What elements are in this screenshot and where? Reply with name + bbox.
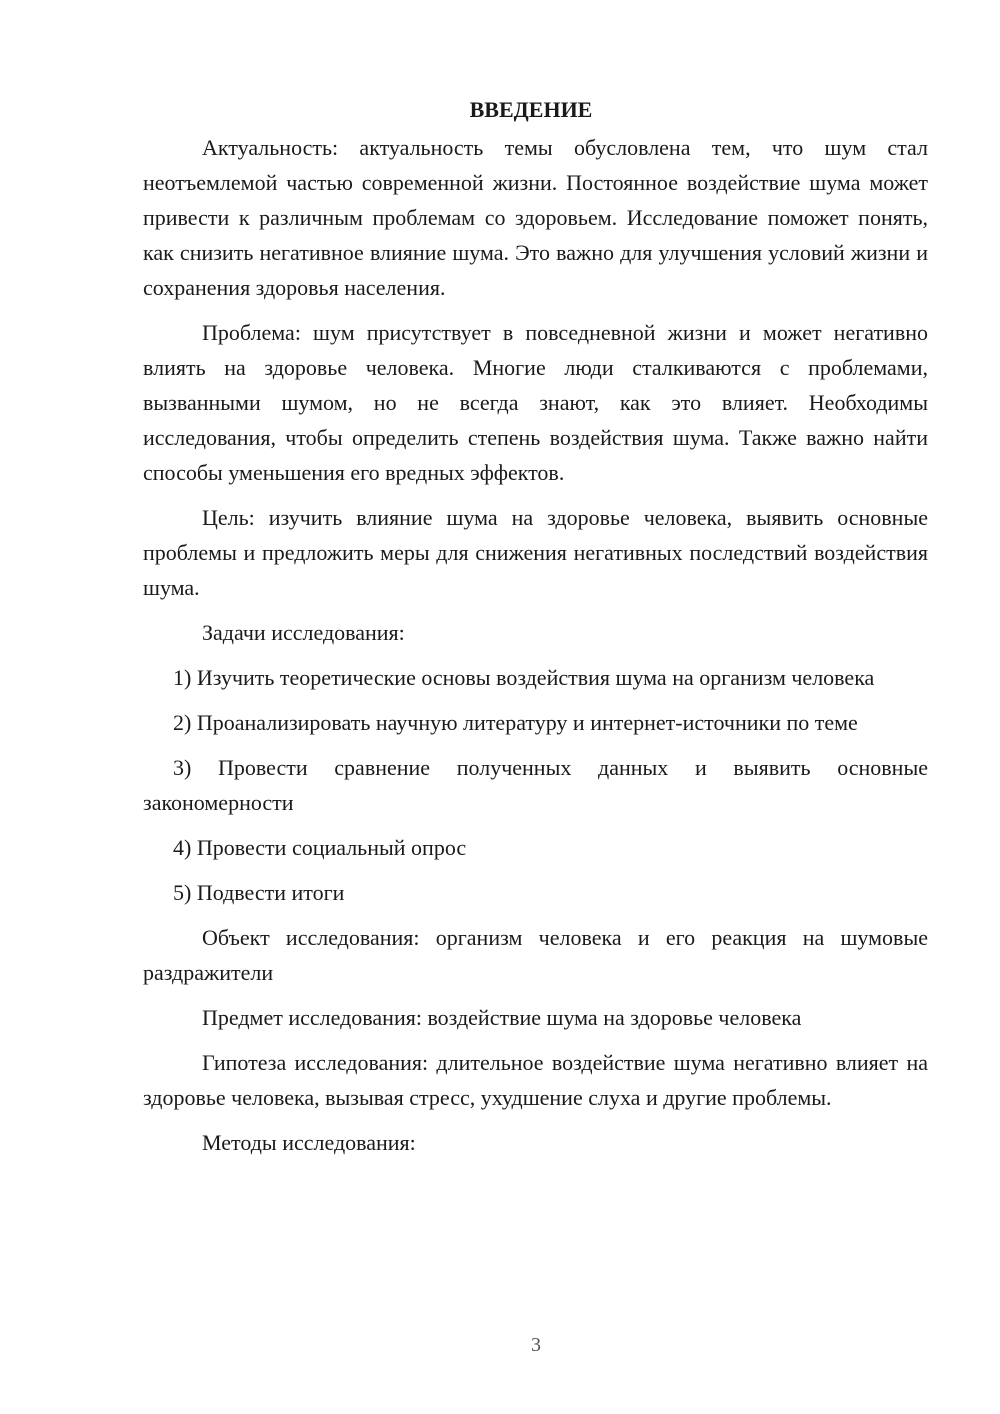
subject-paragraph: Предмет исследования: воздействие шума на здоровье человека (202, 1005, 802, 1030)
task-item-3: 3) Провести сравнение полученных данных и выявить основные закономерности (143, 755, 928, 815)
relevance-paragraph: Актуальность: актуальность темы обусловлена тем, что шум стал неотъемлемой частью современной жизни. Постоянное воздействие шума может привести к различным проблемам со здоровьем. Исследование поможет понять, как снизить негативное влияние шума. Это важно для улучшения условий жизни и сохранения здоровья населения. (143, 135, 928, 300)
object-paragraph: Объект исследования: организм человека и его реакция на шумовые раздражители (143, 925, 928, 985)
page-title: ВВЕДЕНИЕ (469, 97, 593, 122)
task-item-2: 2) Проанализировать научную литературу и интернет-источники по теме (173, 710, 858, 735)
methods-title: Методы исследования: (202, 1130, 416, 1155)
task-item-4: 4) Провести социальный опрос (173, 835, 467, 860)
tasks-title: Задачи исследования: (202, 620, 405, 645)
task-item-1: 1) Изучить теоретические основы воздействия шума на организм человека (173, 665, 875, 690)
goal-paragraph: Цель: изучить влияние шума на здоровье человека, выявить основные проблемы и предложить меры для снижения негативных последствий воздействия шума. (143, 505, 928, 600)
problem-paragraph: Проблема: шум присутствует в повседневной жизни и может негативно влиять на здоровье человека. Многие люди сталкиваются с проблемами, вызванными шумом, но не всегда знают, как это влияет. Необходимы исследования, чтобы определить степень воздействия шума. Также важно найти способы уменьшения его вредных эффектов. (143, 320, 928, 485)
task-item-5: 5) Подвести итоги (173, 880, 345, 905)
hypothesis-paragraph: Гипотеза исследования: длительное воздействие шума негативно влияет на здоровье человека, вызывая стресс, ухудшение слуха и другие проблемы. (143, 1050, 928, 1110)
page-number: 3 (531, 1334, 541, 1356)
